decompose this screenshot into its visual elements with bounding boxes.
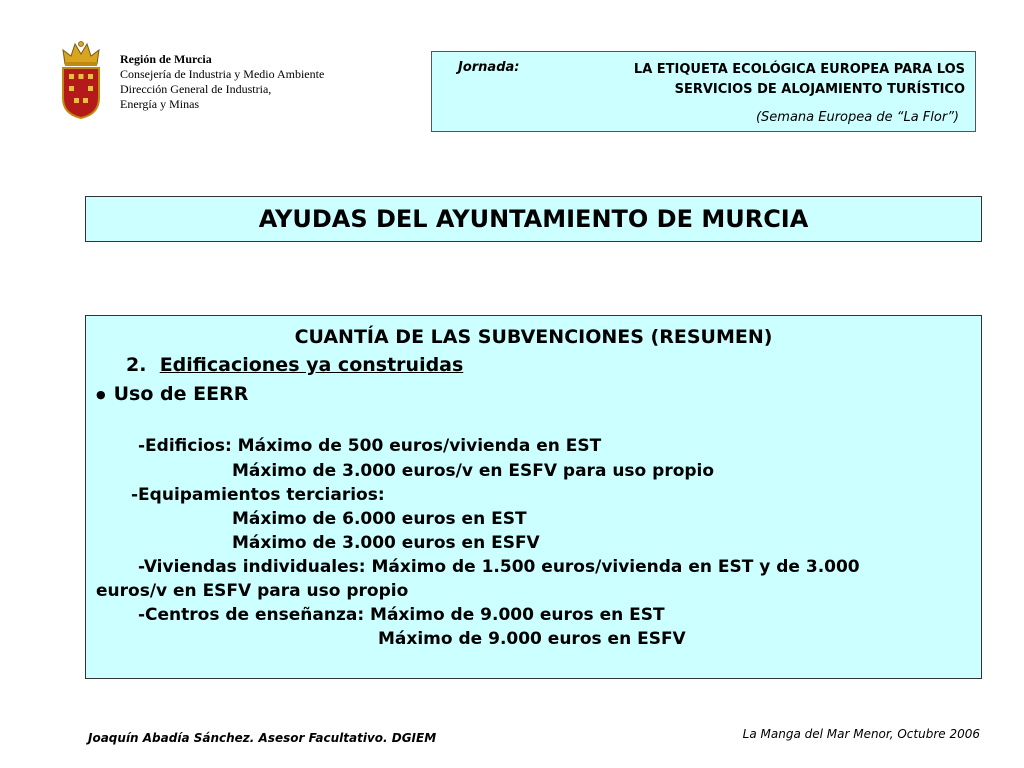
event-label: Jornada: <box>458 60 520 75</box>
content-line: -Edificios: Máximo de 500 euros/vivienda en EST <box>138 436 602 456</box>
org-directorate: Dirección General de Industria, <box>120 82 272 96</box>
footer-place-date: La Manga del Mar Menor, Octubre 2006 <box>742 727 980 741</box>
slide-title-box <box>85 196 982 242</box>
slide-title: AYUDAS DEL AYUNTAMIENTO DE MURCIA <box>258 205 809 233</box>
content-heading: CUANTÍA DE LAS SUBVENCIONES (RESUMEN) <box>294 326 773 348</box>
content-box <box>85 315 982 679</box>
region-coat-of-arms-icon <box>59 40 103 120</box>
org-directorate-cont: Energía y Minas <box>120 97 200 111</box>
content-line: Máximo de 3.000 euros en ESFV <box>232 533 540 553</box>
content-line: -Equipamientos terciarios: <box>131 485 385 505</box>
bullet-text: Uso de EERR <box>113 383 249 405</box>
section-title: Edificaciones ya construidas <box>159 354 464 376</box>
bullet-icon: ● <box>96 388 106 401</box>
event-title-line1: LA ETIQUETA ECOLÓGICA EUROPEA PARA LOS <box>633 62 965 77</box>
content-line: Máximo de 9.000 euros en ESFV <box>378 629 686 649</box>
organization-block <box>120 52 324 112</box>
section-heading <box>126 354 463 376</box>
footer-author: Joaquín Abadía Sánchez. Asesor Facultativo. DGIEM <box>88 731 437 745</box>
event-subtitle: (Semana Europea de “La Flor”) <box>755 110 959 125</box>
content-line: Máximo de 6.000 euros en EST <box>232 509 527 529</box>
content-line: -Centros de enseñanza: Máximo de 9.000 euros en EST <box>138 605 665 625</box>
content-line: Máximo de 3.000 euros/v en ESFV para uso propio <box>232 461 715 481</box>
content-line: -Viviendas individuales: Máximo de 1.500 euros/vivienda en EST y de 3.000 <box>138 557 860 577</box>
event-title <box>634 60 965 100</box>
content-line: euros/v en ESFV para uso propio <box>96 581 409 601</box>
org-department: Consejería de Industria y Medio Ambiente <box>120 67 325 81</box>
org-name: Región de Murcia <box>120 52 212 66</box>
event-box <box>431 51 976 132</box>
bullet-item <box>96 383 248 405</box>
event-title-line2: SERVICIOS DE ALOJAMIENTO TURÍSTICO <box>674 82 965 97</box>
section-number: 2. <box>126 354 147 376</box>
